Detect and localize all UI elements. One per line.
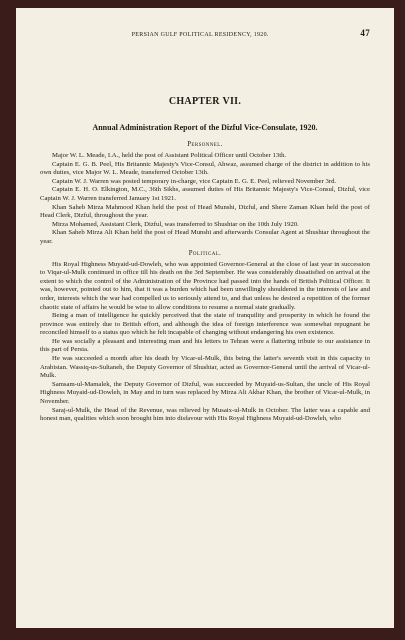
chapter-heading: CHAPTER VII. [168, 96, 242, 107]
document-page [16, 8, 394, 628]
paragraph: Being a man of intelligence he quickly perceived that the state of tranquility and prosperity in which he found the province was entirely due to British effort, and although the idea of foreign interference was somewhat repugnant he reconciled himself to a status quo which he felt incapable of changing without endangering his own existence. [40, 312, 370, 337]
paragraph: His Royal Highness Muyaid-ud-Dowleh, who was appointed Governor-General at the close of last year in succession to Viqar-ul-Mulk continued in office till his death on the 3rd September. He was considerably dissatisfied on arrival at the extent to which the control of the Administration of the Province had passed into the hands of British Political Officer. It was, however, pointed out to him, that it was a burden which had been unwillingly shouldered in the interests of law and order, interests which the war had compelled us to seriously attend to, and that unless he desired a repetition of the former chaotic state of affairs he would be wise to allow conditions to resume a normal state gradually. [40, 260, 370, 311]
paragraph: Captain W. J. Warren was posted temporary in-charge, vice Captain E. G. E. Peel, relieved November 3rd. [52, 177, 337, 185]
page-number: 47 [360, 28, 370, 38]
paragraph: Mirza Mohamed, Assistant Clerk, Dizful, was transferred to Shushtar on the 10th July 1920. [52, 220, 299, 228]
paragraph: Samsam-ul-Mamalek, the Deputy Governor of Dizful, was succeeded by Muyaid-us-Sultan, the uncle of His Royal Highness Muyaid-ud-Dowleh, in May and in turn was replaced by Mirza Ali Akbar Khan, the brother of Vicar-ul-Mulk, in November. [40, 380, 370, 406]
section-heading-political: Political. [188, 249, 222, 257]
paragraph: Captain E. G. B. Peel, His Britannic Majesty's Vice-Consul, Ahwaz, assumed charge of the district in addition to his own duties, vice Major W. L. Meade, transferred October 13th. [40, 160, 370, 177]
paragraph: Captain E. H. O. Elkington, M.C., 36th Sikhs, assumed duties of His Britannic Majesty's Vice-Consul, Dizful, vice Captain W. J. Warren transferred January 1st 1921. [40, 186, 370, 202]
paragraph: Major W. L. Meade, I.A., held the post of Assistant Political Officer until October 13th. [52, 152, 287, 159]
paragraph: Khan Saheb Mirza Ali Khan held the post of Head Munshi and afterwards Consular Agent at Shushtar throughout the year. [40, 229, 370, 245]
running-head [40, 28, 370, 38]
paragraph: He was succeeded a month after his death by Vicar-ul-Mulk, this being the latter's seventh visit in this capacity to Arabistan. Wassiq-us-Sultaneh, the Deputy Governor of Shushtar, acted as Governor-General until the arrival of Vicar-ul-Mulk. [40, 355, 370, 380]
paragraph: He was socially a pleasant and interesting man and his letters to Tehran were a flattering tribute to our assistance in this part of Persia. [40, 337, 370, 354]
paragraph: Saraj-ul-Mulk, the Head of the Revenue, was relieved by Musaix-ul-Mulk in October. The latter was a capable and honest man, qualities which soon brought him into disfavour with His Royal Highness Muyaid-ud-Dowleh, who [40, 406, 370, 423]
running-head-title: PERSIAN GULF POLITICAL RESIDENCY, 1920. [131, 32, 269, 38]
report-title: Annual Administration Report of the Dizful Vice-Consulate, 1920. [92, 123, 318, 132]
paragraph: Khan Saheb Mirza Mahmood Khan held the post of Head Munshi, Dizful, and Shere Zaman Khan held the post of Head Clerk, Dizful, throughout the year. [40, 203, 370, 220]
section-heading-personnel: Personnel. [187, 141, 223, 148]
